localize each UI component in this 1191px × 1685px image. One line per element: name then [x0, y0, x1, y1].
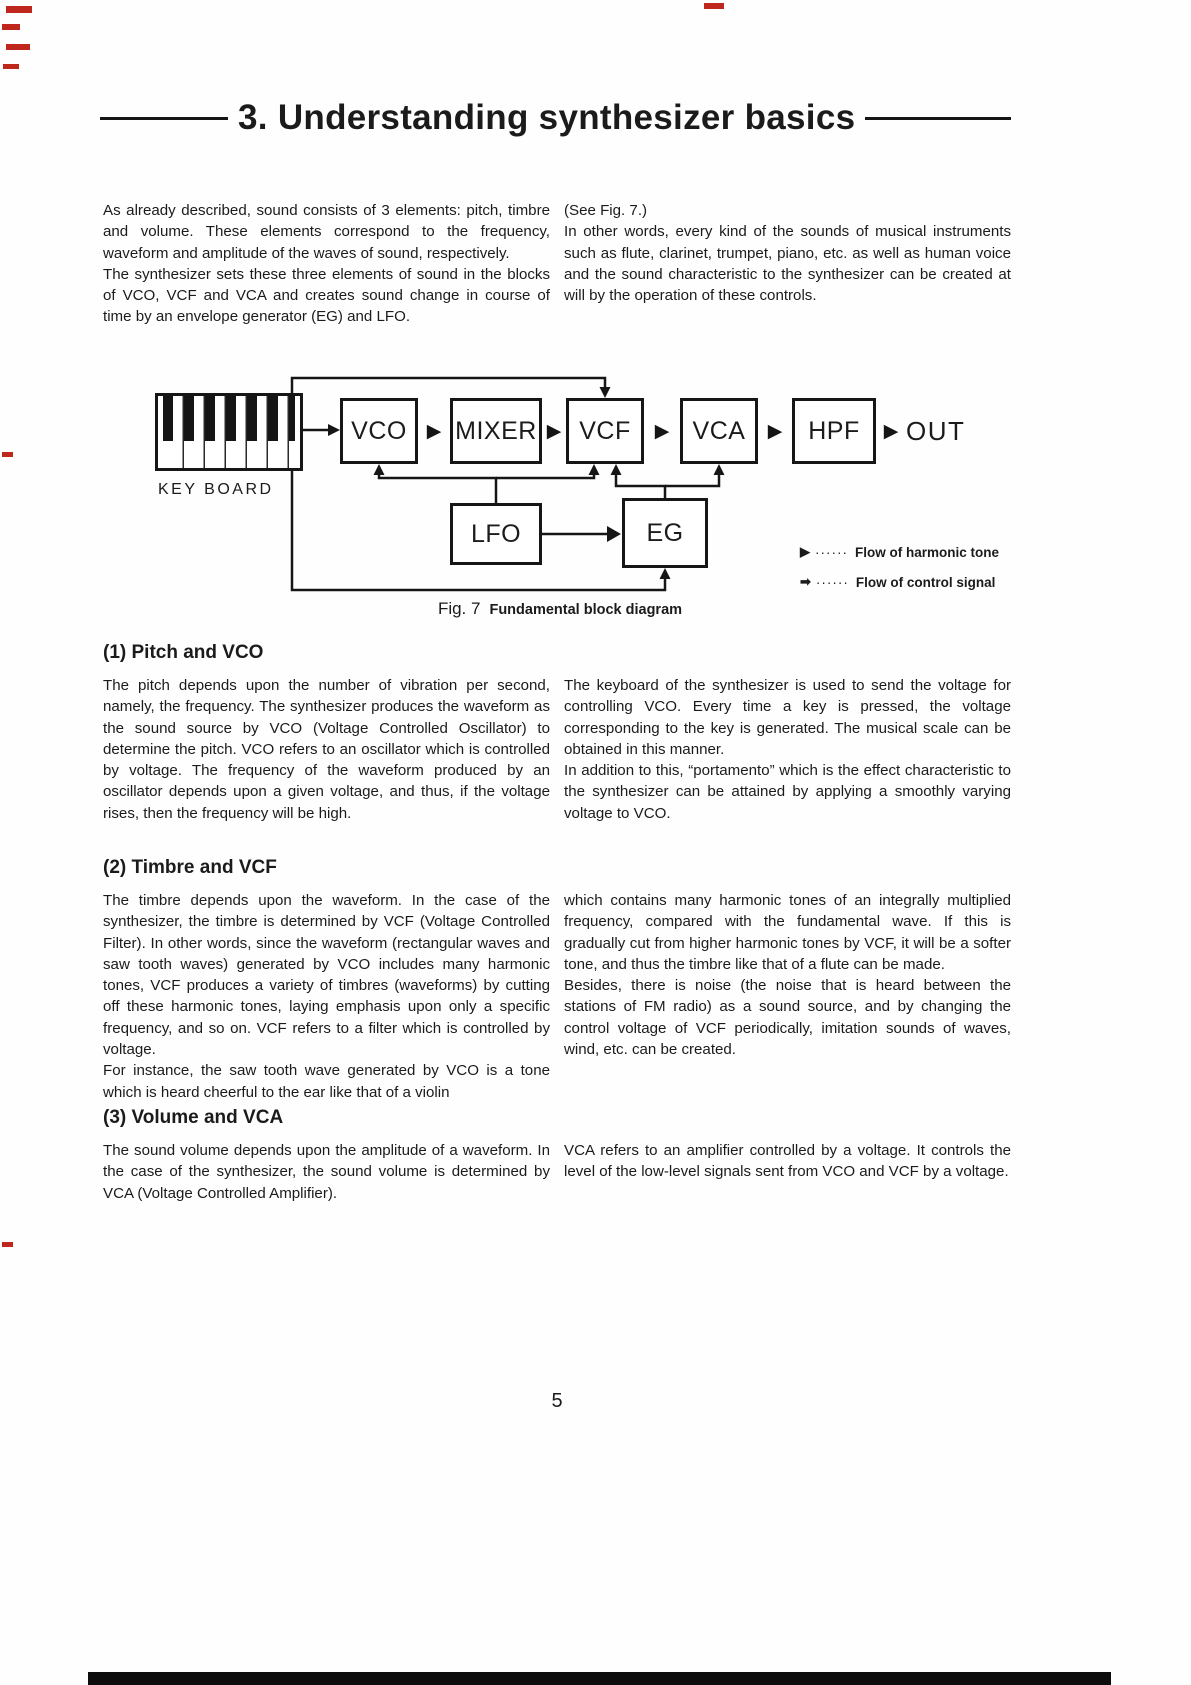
keyboard-label: KEY BOARD: [158, 481, 274, 498]
block-vca: VCA: [680, 398, 758, 464]
section-left-column: [103, 1140, 550, 1204]
intro-left-column: [103, 200, 550, 328]
title-rule-right: [865, 117, 1011, 120]
figure-caption: [378, 599, 742, 619]
page-number: 5: [551, 1390, 563, 1412]
paragraph: The synthesizer sets these three elements of sound in the blocks of VCO, VCF and VCA and creates sound change in course of time by an envelope generator (EG) and LFO.: [103, 265, 550, 326]
keyboard-key-lines: [163, 396, 295, 468]
section-columns: [103, 890, 1011, 1103]
paragraph: The pitch depends upon the number of vibration per second, namely, the frequency. The synthesizer produces the waveform as the sound source by VCO (Voltage Controlled Oscillator) to determine the pitch. VCO refers to an oscillator which is controlled by voltage. The frequency of the waveform produced by an oscillator depends upon a given voltage, and thus, if the voltage rises, then the frequency will be high.: [103, 677, 550, 822]
arrow-right-icon: ▶: [767, 420, 783, 442]
paragraph: which contains many harmonic tones of an integrally multiplied frequency, compared with the fundamental wave. If this is gradually cut from higher harmonic tones by VCF, it will be a softer tone, and thus the timbre like that of a flute can be made.: [564, 892, 1011, 973]
paragraph: In addition to this, “portamento” which is the effect characteristic to the synthesizer can be attained by applying a smoothly varying voltage to VCO.: [564, 762, 1011, 822]
section-left-column: [103, 890, 550, 1103]
paragraph: For instance, the saw tooth wave generated by VCO is a tone which is heard cheerful to the ear like that of a violin: [103, 1062, 550, 1101]
section-right-column: [564, 675, 1011, 824]
keyboard-graphic: [155, 393, 303, 471]
title-row: [100, 98, 1011, 138]
section-right-column: [564, 890, 1011, 1103]
arrow-right-icon: ▶: [654, 420, 670, 442]
block-vco: VCO: [340, 398, 418, 464]
block-diagram: [100, 368, 1110, 630]
block-lfo: LFO: [450, 503, 542, 565]
block-eg: EG: [622, 498, 708, 568]
block-vcf: VCF: [566, 398, 644, 464]
legend-control-signal: [800, 574, 995, 590]
section-volume-and-vca: [103, 1107, 1011, 1204]
paragraph: In other words, every kind of the sounds of musical instruments such as flute, clarinet, trumpet, piano, etc. as well as human voice and the sound characteristic to the synthesizer can be created at will by the operation of these controls.: [564, 223, 1011, 305]
paragraph: VCA refers to an amplifier controlled by a voltage. It controls the level of the low-level signals sent from VCO and VCF by a voltage.: [564, 1142, 1011, 1181]
scan-mark: [6, 44, 30, 50]
arrow-right-icon: ▶: [426, 420, 442, 442]
page-title: 3. Understanding synthesizer basics: [238, 98, 856, 137]
scan-mark: [2, 1242, 13, 1247]
scan-bottom-bar: [88, 1672, 1111, 1685]
scan-mark: [3, 64, 19, 69]
block-hpf: HPF: [792, 398, 876, 464]
section-timbre-and-vcf: [103, 857, 1011, 1103]
legend-harmonic-tone: [800, 544, 999, 560]
legend-dots: ······: [815, 574, 849, 590]
intro-section: [103, 200, 1011, 328]
paragraph: The keyboard of the synthesizer is used to send the voltage for controlling VCO. Every time a key is pressed, the voltage corresponding to the key is generated. The musical scale can be obtained in this manner.: [564, 677, 1011, 758]
intro-columns: [103, 200, 1011, 328]
paragraph: The timbre depends upon the waveform. In the case of the synthesizer, the timbre is determined by VCF (Voltage Controlled Filter). In other words, since the waveform (rectangular waves and saw tooth waves) generated by VCO includes many harmonic tones, VCF produces a variety of timbres (waveforms) by cutting off these harmonic tones, laying emphasis upon only a specific frequency, and so on. VCF refers to a filter which is controlled by voltage.: [103, 892, 550, 1058]
legend-label: Flow of harmonic tone: [854, 544, 999, 560]
intro-right-column: [564, 200, 1011, 328]
paragraph: As already described, sound consists of 3 elements: pitch, timbre and volume. These elements correspond to the frequency, waveform and amplitude of the waves of sound, respectively.: [103, 202, 550, 262]
section-left-column: [103, 675, 550, 824]
scan-mark: [2, 452, 13, 457]
block-mixer: MIXER: [450, 398, 542, 464]
paragraph: The sound volume depends upon the amplitude of a waveform. In the case of the synthesizer, the sound volume is determined by VCA (Voltage Controlled Amplifier).: [103, 1142, 550, 1202]
harmonic-flow-arrow-icon: ▶: [800, 544, 810, 559]
scan-mark: [6, 6, 32, 13]
section-heading: (3) Volume and VCA: [103, 1107, 284, 1128]
out-label: OUT: [906, 415, 966, 446]
scan-mark: [704, 3, 724, 9]
legend-label: Flow of control signal: [855, 574, 996, 590]
control-flow-arrow-icon: ➡: [800, 574, 811, 589]
section-columns: [103, 675, 1011, 824]
arrow-right-icon: ▶: [546, 420, 562, 442]
arrow-right-icon: ▶: [883, 420, 899, 442]
figure-title: Fundamental block diagram: [489, 602, 683, 618]
paragraph: Besides, there is noise (the noise that is heard between the stations of FM radio) as a sound source, and by changing the control voltage of VCF periodically, imitation sounds of waves, wind, etc. can be created.: [564, 977, 1011, 1058]
scan-mark: [2, 24, 20, 30]
section-pitch-and-vco: [103, 642, 1011, 824]
section-heading: (1) Pitch and VCO: [103, 642, 264, 663]
title-rule-left: [100, 117, 228, 120]
section-heading: (2) Timbre and VCF: [103, 857, 277, 878]
section-right-column: [564, 1140, 1011, 1204]
paragraph: (See Fig. 7.): [564, 202, 648, 219]
figure-number: Fig. 7: [437, 599, 481, 618]
legend-dots: ······: [815, 544, 848, 560]
section-columns: [103, 1140, 1011, 1204]
